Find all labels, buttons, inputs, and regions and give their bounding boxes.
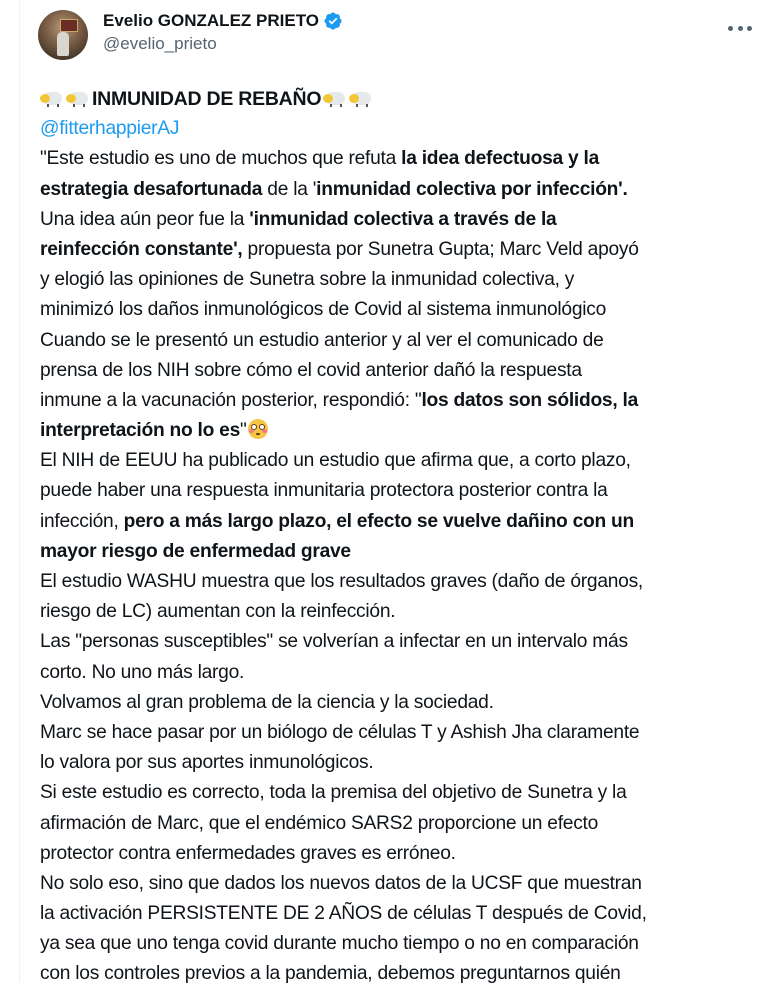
flushed-face-emoji-icon	[248, 419, 268, 439]
text-segment: corto. No uno más largo.	[40, 661, 245, 683]
text-segment: Cuando se le presentó un estudio anterior y al ver el comunicado de	[40, 329, 604, 351]
post-text-line	[40, 446, 740, 476]
post-text-line	[40, 597, 740, 627]
more-dot	[747, 26, 752, 31]
post-text-line	[40, 416, 740, 446]
bold-text: la idea defectuosa y la	[401, 148, 600, 170]
text-segment: "Este estudio es uno de muchos que refuta	[40, 148, 402, 170]
text-segment: minimizó los daños inmunológicos de Covid al sistema inmunológico	[40, 299, 607, 321]
post-text-line	[40, 748, 740, 778]
text-segment: propuesta por Sunetra Gupta; Marc Veld apoyó	[242, 238, 639, 260]
post-text-line	[40, 175, 740, 205]
text-segment: protector contra enfermedades graves es erróneo.	[40, 842, 456, 864]
post-text-line	[40, 688, 740, 718]
text-segment: inmune a la vacunación posterior, respondió: "	[40, 389, 422, 411]
text-segment: El NIH de EEUU ha publicado un estudio que afirma que, a corto plazo,	[40, 450, 631, 472]
text-segment: Volvamos al gran problema de la ciencia y la sociedad.	[40, 691, 494, 713]
post-text-line	[40, 205, 740, 235]
sheep-emoji-icon	[349, 90, 371, 108]
post-text-line	[40, 899, 740, 929]
mention-link[interactable]: @fitterhappierAJ	[40, 118, 180, 140]
timeline-border	[19, 0, 20, 982]
bold-text: interpretación no lo es	[40, 420, 241, 442]
bold-text: mayor riesgo de enfermedad grave	[40, 540, 351, 562]
text-segment: Las "personas susceptibles" se volverían a infectar en un intervalo más	[40, 631, 628, 653]
sheep-emoji-icon	[66, 90, 88, 108]
text-segment: Una idea aún peor fue la	[40, 208, 250, 230]
post-text-line	[40, 959, 740, 989]
post-text-line	[40, 809, 740, 839]
more-options-icon[interactable]	[728, 22, 752, 34]
text-segment: infección,	[40, 510, 124, 532]
post-text-line	[40, 778, 740, 808]
text-segment: El estudio WASHU muestra que los resultados graves (daño de órganos,	[40, 571, 644, 592]
post-text-line	[40, 869, 740, 899]
verified-badge-icon[interactable]	[323, 11, 343, 31]
author-name-row	[103, 10, 343, 32]
text-segment: prensa de los NIH sobre cómo el covid anterior dañó la respuesta	[40, 359, 582, 381]
mention-line	[40, 114, 740, 144]
post-text-line	[40, 235, 740, 265]
post-text-line	[40, 144, 740, 174]
post-text-line	[40, 386, 740, 416]
text-segment: puede haber una respuesta inmunitaria protectora posterior contra la	[40, 480, 608, 502]
post-text-line	[40, 356, 740, 386]
post-text-line	[40, 567, 740, 597]
text-segment: con los controles previos a la pandemia, debemos preguntarnos quién	[40, 963, 621, 985]
post-text-line	[40, 295, 740, 325]
bold-text: pero a más largo plazo, el efecto se vuelve dañino con un	[123, 510, 634, 532]
post-text-line	[40, 537, 740, 567]
sheep-emoji-icon	[40, 90, 62, 108]
text-segment: No solo eso, sino que dados los nuevos datos de la UCSF que muestran	[40, 872, 642, 894]
bold-text: inmunidad colectiva por infección'.	[316, 178, 628, 200]
avatar-painting	[60, 19, 78, 32]
more-dot	[728, 26, 733, 31]
text-segment: afirmación de Marc, que el endémico SARS2 proporcione un efecto	[40, 812, 599, 834]
text-segment: Marc se hace pasar por un biólogo de células T y Ashish Jha claramente	[40, 721, 640, 743]
post-text-line	[40, 929, 740, 959]
text-segment: de la '	[262, 178, 317, 200]
post-text-line	[40, 326, 740, 356]
post-text	[40, 144, 740, 989]
post-text-line	[40, 627, 740, 657]
text-segment: y elogió las opiniones de Sunetra sobre la inmunidad colectiva, y	[40, 269, 575, 291]
text-segment: "	[240, 420, 247, 442]
avatar[interactable]	[38, 10, 88, 60]
post-text-line	[40, 658, 740, 688]
avatar-figure	[57, 32, 69, 56]
post-body	[40, 84, 740, 990]
post-header	[38, 10, 758, 62]
author-display-name[interactable]: Evelio GONZALEZ PRIETO	[103, 11, 319, 30]
post-text-line	[40, 718, 740, 748]
post-text-line	[40, 839, 740, 869]
post-text-line	[40, 265, 740, 295]
bold-text: 'inmunidad colectiva a través de la	[249, 208, 557, 230]
text-segment: ya sea que uno tenga covid durante mucho tiempo o no en comparación	[40, 933, 639, 955]
sheep-emoji-icon	[323, 90, 345, 108]
post-text-line	[40, 476, 740, 506]
text-segment: Si este estudio es correcto, toda la premisa del objetivo de Sunetra y la	[40, 782, 627, 804]
text-segment: la activación PERSISTENTE DE 2 AÑOS de células T después de Covid,	[40, 903, 647, 925]
bold-text: estrategia desafortunada	[40, 178, 263, 200]
post-text-line	[40, 507, 740, 537]
bold-text: los datos son sólidos, la	[421, 389, 639, 411]
more-dot	[738, 26, 743, 31]
text-segment: lo valora por sus aportes inmunológicos.	[40, 752, 374, 774]
post-title: INMUNIDAD DE REBAÑO	[92, 88, 322, 110]
author-handle[interactable]: @evelio_prieto	[103, 34, 217, 53]
bold-text: reinfección constante',	[40, 238, 243, 260]
post-title-line	[40, 84, 740, 114]
text-segment: riesgo de LC) aumentan con la reinfección.	[40, 601, 396, 623]
